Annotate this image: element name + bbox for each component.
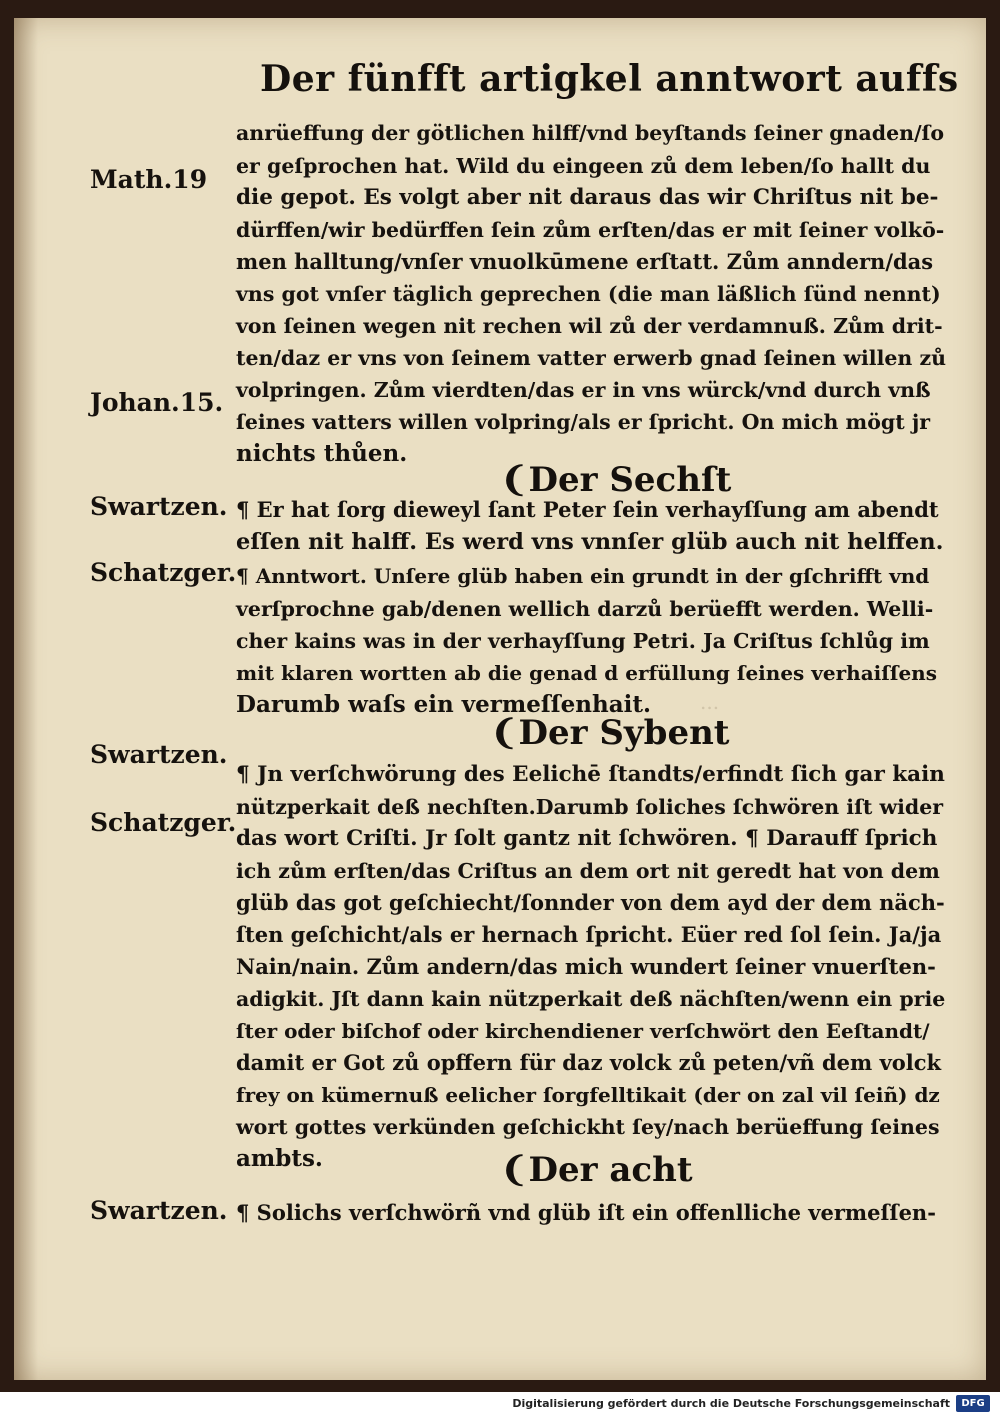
section-heading-sybent <box>490 713 730 753</box>
text-line: das wort Criſti. Jr ſolt gantz nit ſchwören. ¶ Darauff ſprich <box>236 826 938 851</box>
text-line: Darumb waſs ein vermeſſenhait. <box>236 691 651 718</box>
pilcrow-mark: ❨ <box>500 460 529 500</box>
text-line: nichts thůen. <box>236 440 408 467</box>
text-line: glüb das got geſchiecht/ſonnder von dem ayd der dem näch- <box>236 890 945 915</box>
text-line: dürffen/wir bedürffen ſein zům erſten/das er mit ſeiner volkō- <box>236 218 945 242</box>
margin-note-swartzen-2: Swartzen. <box>90 740 228 769</box>
text-line: vns got vnſer täglich geprechen (die man läßlich ſünd nennt) <box>236 282 941 306</box>
margin-note-swartzen-3: Swartzen. <box>90 1196 228 1225</box>
section-heading-sechst <box>500 460 731 500</box>
text-line: ſeines vatters willen volpring/als er ſpricht. On mich mögt jr <box>236 410 931 434</box>
margin-note-johan: Johan.15. <box>90 388 224 417</box>
text-line: ¶ Solichs verſchwörñ vnd glüb iſt ein offenlliche vermeſſen- <box>236 1200 936 1225</box>
section-heading-sechst-text: Der Sechſt <box>528 460 732 500</box>
text-line: eſſen nit halff. Es werd vns vnnſer glüb auch nit helffen. <box>236 529 944 555</box>
margin-note-schatzger-2: Schatzger. <box>90 808 237 837</box>
text-line: damit er Got zů opffern für daz volck zů peten/vñ dem volck <box>236 1050 942 1075</box>
text-line: die gepot. Es volgt aber nit daraus das wir Chriſtus nit be- <box>236 185 939 210</box>
text-line: men halltung/vnſer vnuolkūmene erſtatt. Zům anndern/das <box>236 249 934 274</box>
section-heading-acht <box>500 1150 693 1190</box>
section-heading-acht-text: Der acht <box>528 1150 693 1190</box>
text-line: cher kains was in der verhayſſung Petri. Ja Criſtus ſchlůg im <box>236 629 930 653</box>
page-gutter-shadow <box>14 18 38 1380</box>
text-line: ten/daz er vns von ſeinem vatter erwerb gnad ſeinen willen zů <box>236 346 947 370</box>
text-line: von ſeinen wegen nit rechen wil zů der verdamnuß. Zům drit- <box>236 314 943 338</box>
text-line: er geſprochen hat. Wild du eingeen zů dem leben/ſo hallt du <box>236 154 931 178</box>
footer-credit: Digitalisierung gefördert durch die Deutsche Forschungsgemeinschaft <box>512 1397 950 1410</box>
text-line: ich zům erſten/das Criſtus an dem ort nit geredt hat von dem <box>236 859 940 883</box>
text-line: ¶ Er hat ſorg dieweyl ſant Peter ſein verhayſſung am abendt <box>236 497 939 522</box>
text-line: verſprochne gab/denen wellich darzů berüefft werden. Welli- <box>236 597 934 621</box>
running-head: Der fünfft artigkel anntwort auffs <box>260 58 959 100</box>
text-line: volpringen. Zům vierdten/das er in vns würck/vnd durch vnß <box>236 378 931 402</box>
text-line: ¶ Jn verſchwörung des Eelichē ſtandts/erfindt ſich gar kain <box>236 762 945 787</box>
text-line: mit klaren wortten ab die genad d erfüllung ſeines verhaiſſens <box>236 661 937 685</box>
footer-bar <box>0 1392 1000 1417</box>
text-line: anrüeffung der götlichen hilff/vnd beyſtands ſeiner gnaden/ſo <box>236 121 945 145</box>
text-line: nützperkait deß nechſten.Darumb ſoliches ſchwören iſt wider <box>236 795 944 819</box>
text-line: ¶ Anntwort. Unſere glüb haben ein grundt in der gſchrifft vnd <box>236 564 930 588</box>
text-line: ambts. <box>236 1145 323 1172</box>
text-line: Nain/nain. Zům andern/das mich wundert ſeiner vnuerſten- <box>236 954 936 979</box>
pilcrow-mark: ❨ <box>490 713 519 753</box>
margin-note-schatzger-1: Schatzger. <box>90 558 237 587</box>
pilcrow-mark: ❨ <box>500 1150 529 1190</box>
margin-note-math: Math.19 <box>90 165 208 194</box>
text-line: ſten geſchicht/als er hernach ſpricht. Eüer red ſol ſein. Ja/ja <box>236 922 942 947</box>
dfg-logo-icon: DFG <box>956 1395 990 1412</box>
section-heading-sybent-text: Der Sybent <box>518 713 730 753</box>
text-line: ſter oder biſchof oder kirchendiener verſchwört den Eeſtandt/ <box>236 1019 930 1043</box>
margin-note-swartzen-1: Swartzen. <box>90 492 228 521</box>
text-line: adigkit. Jſt dann kain nützperkait deß nächſten/wenn ein prie <box>236 987 946 1011</box>
text-line: frey on kümernuß eelicher ſorgfelltikait (der on zal vil ſeiñ) dz <box>236 1083 940 1107</box>
bleed-through-text: ... <box>700 690 720 714</box>
text-line: wort gottes verkünden geſchickht ſey/nach berüeffung ſeines <box>236 1115 940 1139</box>
